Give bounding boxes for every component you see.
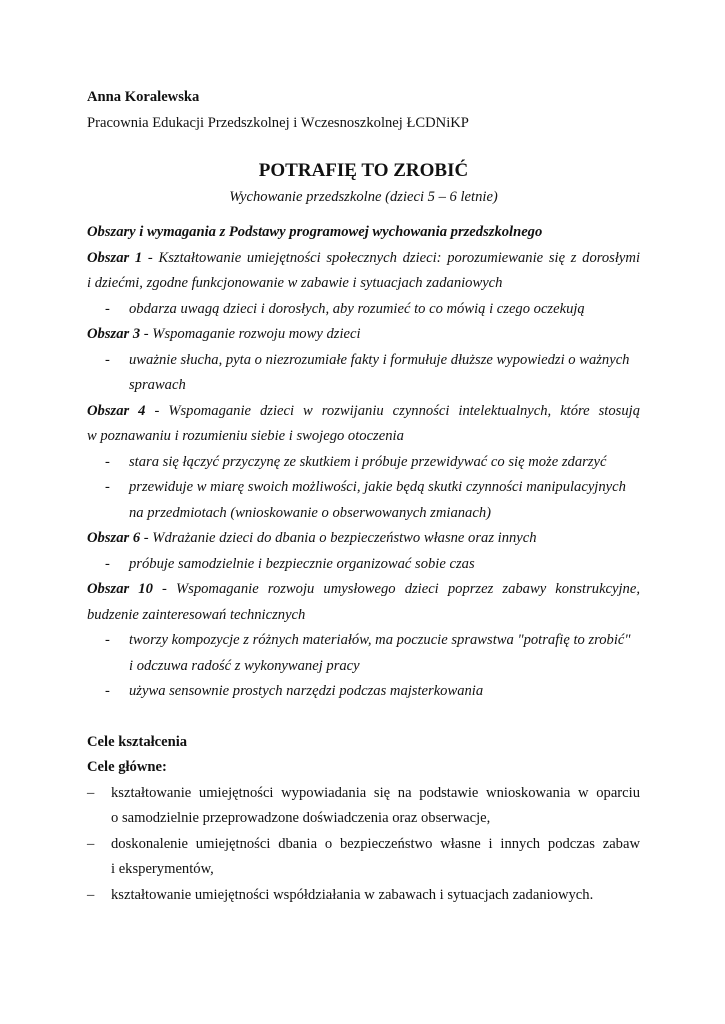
page-title: POTRAFIĘ TO ZROBIĆ <box>258 160 469 181</box>
area-description-line <box>87 322 640 348</box>
area-label: Obszar 1 <box>87 249 143 266</box>
area-block <box>87 322 640 399</box>
list-item <box>87 297 640 323</box>
area-description-text: - Wspomaganie rozwoju mowy dzieci <box>143 326 361 342</box>
page-subtitle: Wychowanie przedszkolne (dzieci 5 – 6 letnie) <box>229 189 498 205</box>
author-name: Anna Koralewska <box>87 89 200 105</box>
en-dash-marker: – <box>87 784 95 801</box>
area-description-text: - Wdrażanie dzieci do dbania o bezpieczeństwo własne oraz innych <box>143 530 537 546</box>
en-dash-marker: – <box>87 835 95 852</box>
area-description-line: budzenie zainteresowań technicznych <box>87 606 306 623</box>
goal-item <box>87 832 640 883</box>
area-block <box>87 577 640 705</box>
list-item-text: przewiduje w miarę swoich możliwości, jakie będą skutki czynności manipulacyjnych <box>129 479 626 495</box>
dash-marker: - <box>105 683 110 699</box>
list-item <box>87 475 640 526</box>
area-description-text: - Kształtowanie umiejętności społecznych dzieci: porozumiewanie się z dorosłymi <box>147 249 640 266</box>
area-description-text: - Wspomaganie dzieci w rozwijaniu czynności intelektualnych, które stosują <box>154 402 640 419</box>
area-description-line <box>87 577 640 603</box>
en-dash-marker: – <box>87 886 95 903</box>
goals-heading: Cele kształcenia <box>87 733 188 750</box>
institution-name: Pracownia Edukacji Przedszkolnej i Wczesnoszkolnej ŁCDNiKP <box>87 114 469 131</box>
area-block <box>87 246 640 323</box>
dash-marker: - <box>105 632 110 648</box>
area-description-line <box>87 246 640 272</box>
dash-marker: - <box>105 479 110 495</box>
area-block <box>87 399 640 527</box>
list-item-text: próbuje samodzielnie i bezpiecznie organizować sobie czas <box>129 555 475 572</box>
main-goals-heading: Cele główne: <box>87 759 167 775</box>
goal-item <box>87 781 640 832</box>
list-item-text: na przedmiotach (wnioskowanie o obserwowanych zmianach) <box>129 504 491 521</box>
area-label: Obszar 10 <box>87 581 153 597</box>
goal-text: doskonalenie umiejętności dbania o bezpieczeństwo własne i innych podczas zabaw <box>111 835 640 852</box>
dash-marker: - <box>105 351 110 368</box>
goal-item <box>87 883 640 909</box>
dash-marker: - <box>105 300 110 317</box>
list-item-text: stara się łączyć przyczynę ze skutkiem i próbuje przewidywać co się może zdarzyć <box>129 453 607 470</box>
list-item-text: sprawach <box>129 377 186 393</box>
list-item <box>87 628 640 679</box>
area-description-line <box>87 399 640 425</box>
list-item <box>87 348 640 399</box>
goal-text: o samodzielnie przeprowadzone doświadczenia oraz obserwacje, <box>111 810 491 826</box>
document-content <box>87 85 640 908</box>
spacer <box>87 705 640 730</box>
area-description-line: i dziećmi, zgodne funkcjonowanie w zabawie i sytuacjach zadaniowych <box>87 275 503 291</box>
area-description-line <box>87 526 640 552</box>
dash-marker: - <box>105 555 110 572</box>
list-item <box>87 679 640 705</box>
area-description-line: w poznawaniu i rozumieniu siebie i swojego otoczenia <box>87 428 404 444</box>
list-item-text: uważnie słucha, pyta o niezrozumiałe fakty i formułuje dłuższe wypowiedzi o ważnych <box>129 351 630 368</box>
goal-text: i eksperymentów, <box>111 861 214 877</box>
goal-text: kształtowanie umiejętności współdziałania w zabawach i sytuacjach zadaniowych. <box>111 886 594 903</box>
list-item-text: i odczuwa radość z wykonywanej pracy <box>129 657 360 674</box>
list-item-text: używa sensownie prostych narzędzi podczas majsterkowania <box>129 683 484 699</box>
list-item <box>87 552 640 578</box>
goal-text: kształtowanie umiejętności wypowiadania się na podstawie wnioskowania w oparciu <box>111 784 640 801</box>
area-description-text: - Wspomaganie rozwoju umysłowego dzieci poprzez zabawy konstrukcyjne, <box>162 581 640 597</box>
area-label: Obszar 6 <box>87 530 141 546</box>
area-block <box>87 526 640 577</box>
area-label: Obszar 3 <box>87 326 141 342</box>
list-item <box>87 450 640 476</box>
area-label: Obszar 4 <box>87 402 146 419</box>
dash-marker: - <box>105 453 110 470</box>
list-item-text: obdarza uwagą dzieci i dorosłych, aby rozumieć to co mówią i czego oczekują <box>129 300 585 317</box>
areas-heading: Obszary i wymagania z Podstawy programowej wychowania przedszkolnego <box>87 224 543 240</box>
list-item-text: tworzy kompozycje z różnych materiałów, ma poczucie sprawstwa "potrafię to zrobić" <box>129 632 631 648</box>
